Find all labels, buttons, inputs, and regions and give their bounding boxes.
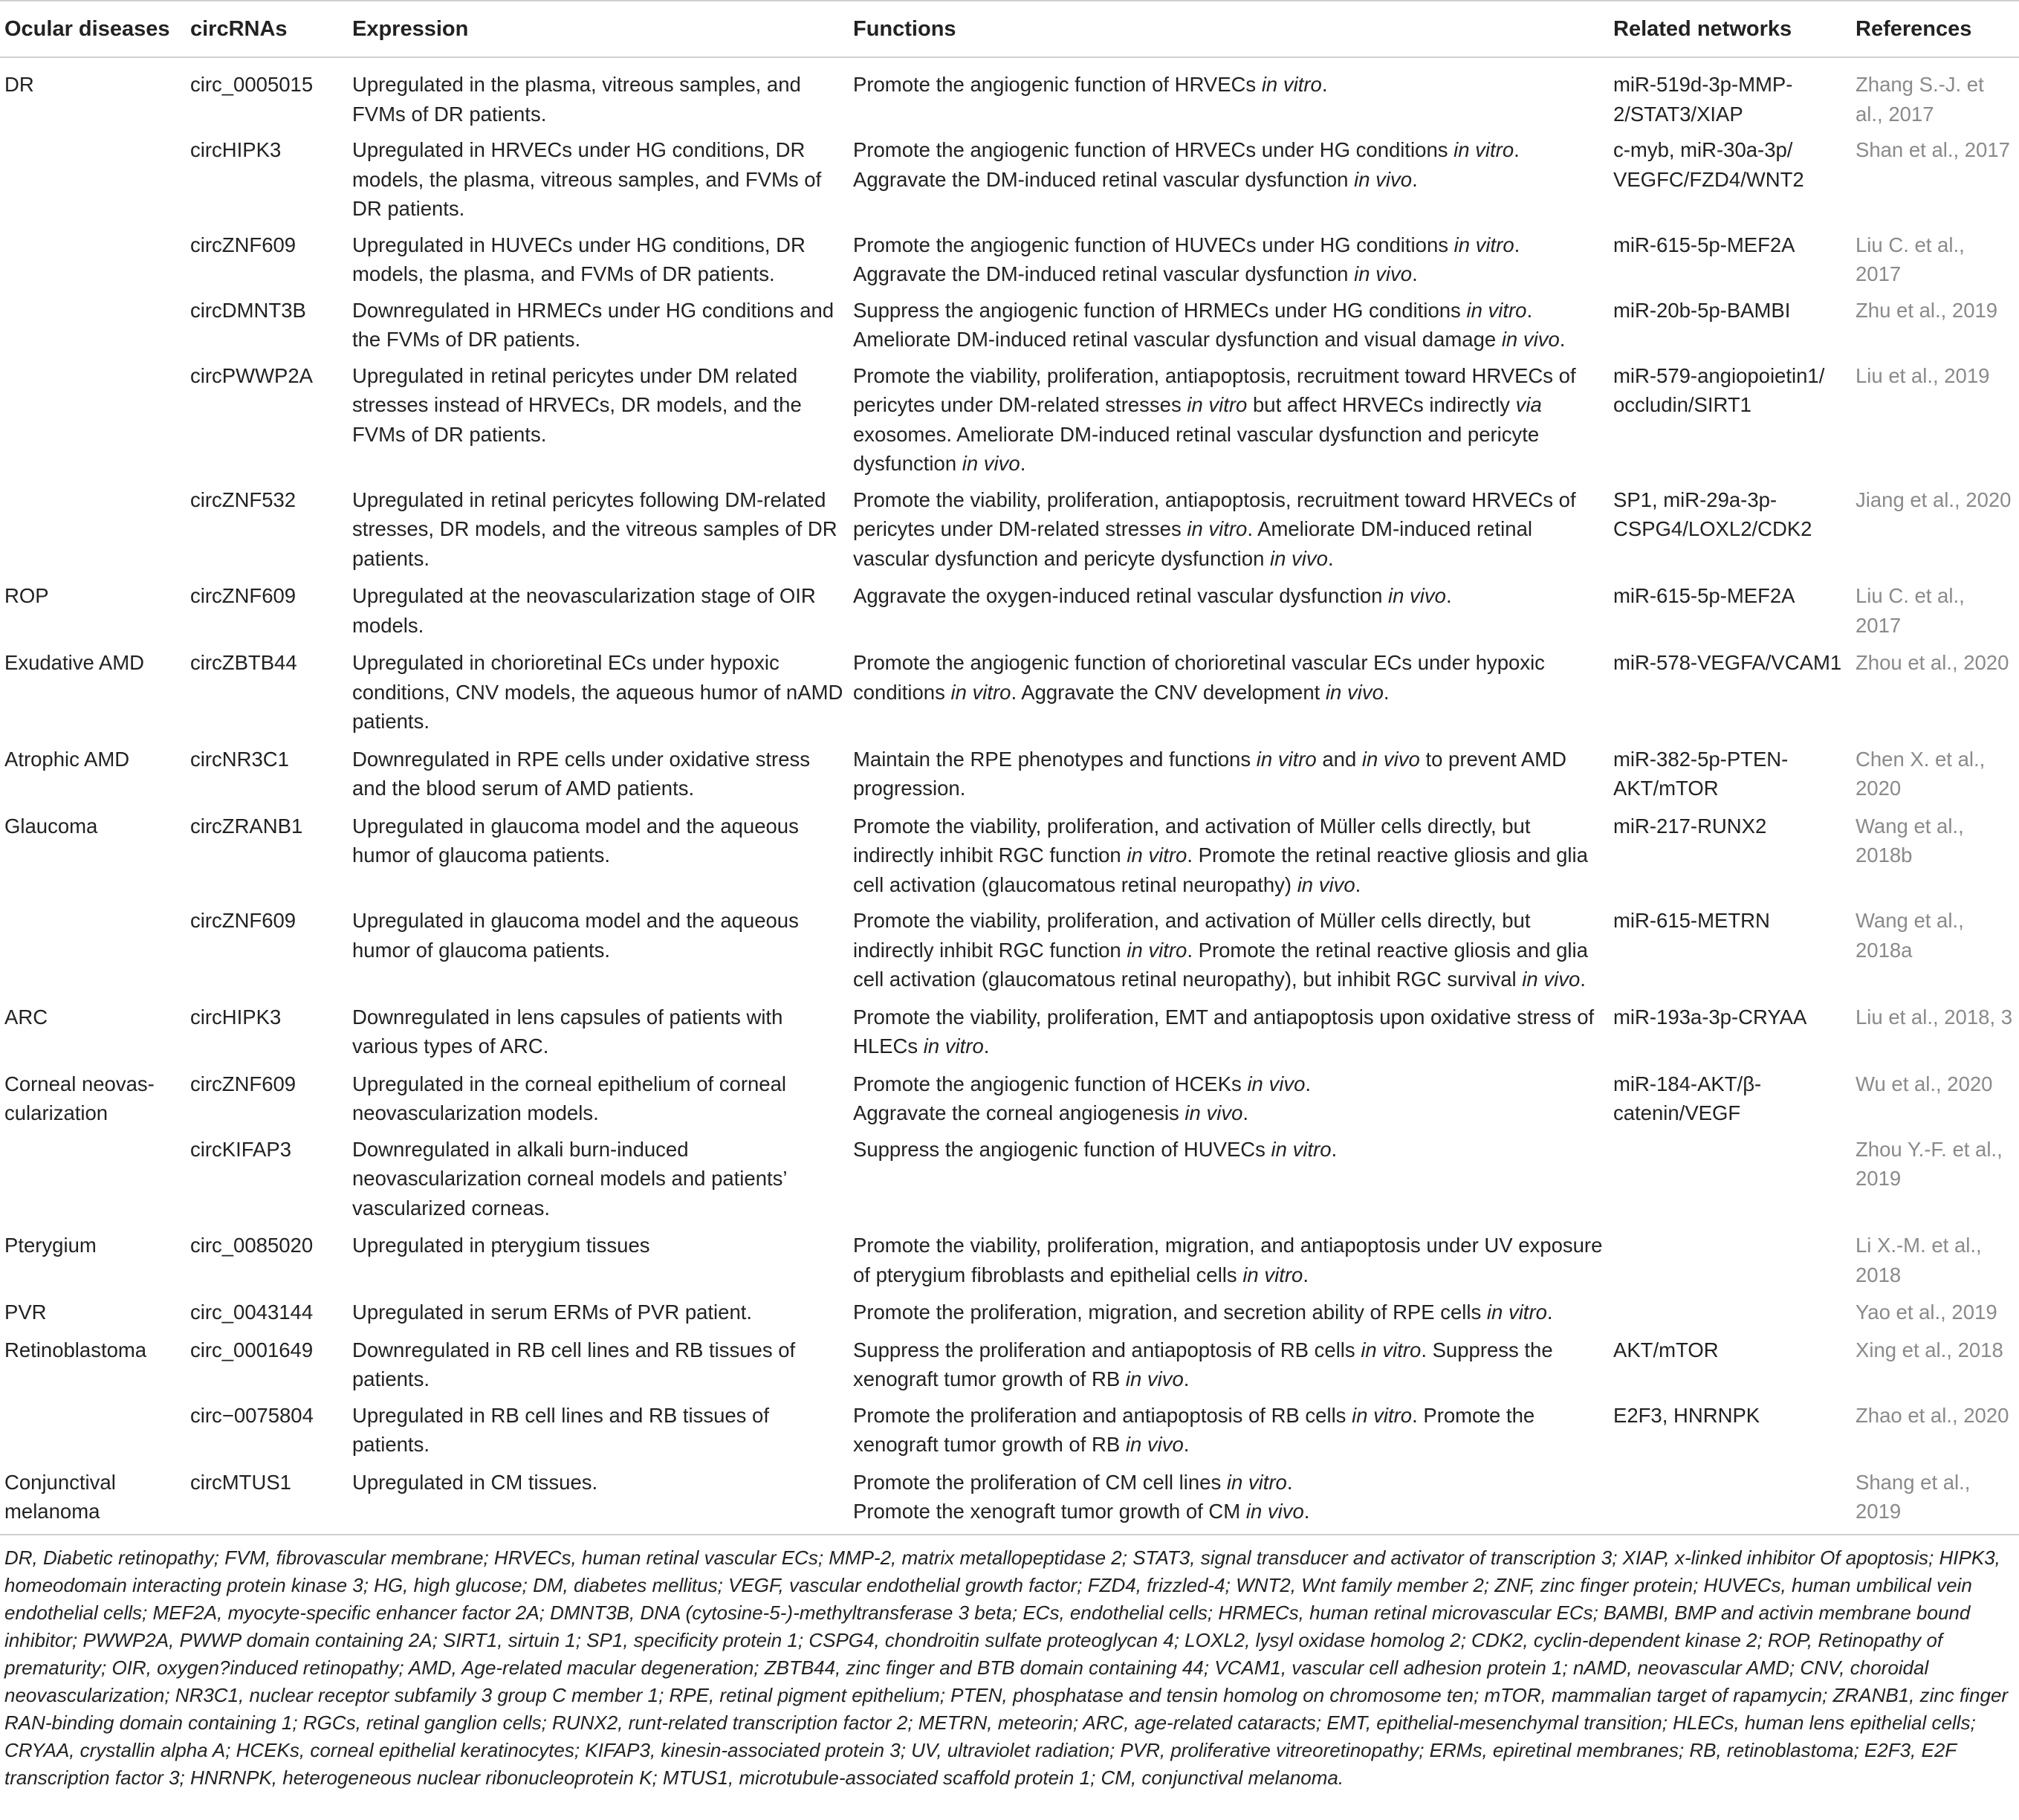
header-circrnas: circRNAs [186, 1, 348, 57]
cell-references: Wang et al., 2018b [1856, 814, 1964, 867]
cell-disease: Pterygium [4, 1234, 97, 1257]
cell-functions: Promote the viability, proliferation, migration, and antiapoptosis under UV exposure of pterygium fibroblasts and epithelial cells in vitro. [853, 1234, 1603, 1286]
cell-functions: Promote the angiogenic function of chorioretinal vascular ECs under hypoxic conditions in vitro. Aggravate the CNV development in vivo. [853, 651, 1545, 704]
cell-circrna: circ_0001649 [190, 1338, 314, 1361]
cell-disease [0, 1398, 186, 1463]
cell-references: Liu C. et al., 2017 [1856, 233, 1965, 285]
cell-disease [0, 1132, 186, 1227]
cell-circrna: circ−0075804 [190, 1403, 314, 1427]
cell-disease: Atrophic AMD [4, 747, 130, 771]
cell-references: Shan et al., 2017 [1856, 138, 2010, 161]
table-footnote: DR, Diabetic retinopathy; FVM, fibrovascular membrane; HRVECs, human retinal vascular ECs; MMP-2, matrix metallopeptidase 2; STAT3, signal transducer and activator of transcription 3; XIAP, x-linked inhibitor Of apoptosis; HIPK3, homeodomain interacting protein kinase 3; HG, high glucose; DM, diabetes mellitus; VEGF, vascular endothelial growth factor; FZD4, frizzled-4; WNT2, Wnt family member 2; ZNF, zinc finger protein; HUVECs, human umbilical vein endothelial cells; MEF2A, myocyte-specific enhancer factor 2A; DMNT3B, DNA (cytosine-5-)-methyltransferase 3 beta; ECs, endothelial cells; HRMECs, human retinal microvascular ECs; BAMBI, BMP and activin membrane bound inhibitor; PWWP2A, PWWP domain containing 2A; SIRT1, sirtuin 1; SP1, specificity protein 1; CSPG4, chondroitin sulfate proteoglycan 4; LOXL2, lysyl oxidase homolog 2; CDK2, cyclin-dependent kinase 2; ROP, Retinopathy of prematurity; OIR, oxygen?induced retinopathy; AMD, Age-related macular degeneration; ZBTB44, zinc finger and BTB domain containing 44; VCAM1, vascular cell adhesion protein 1; nAMD, neovascular AMD; CNV, choroidal neovascularization; NR3C1, nuclear receptor subfamily 3 group C member 1; RPE, retinal pigment epithelium; PTEN, phosphatase and tensin homolog on chromosome ten; mTOR, mammalian target of rapamycin; ZRANB1, zinc finger RAN-binding domain containing 1; RGCs, retinal ganglion cells; RUNX2, runt-related transcription factor 2; METRN, meteorin; ARC, age-related cataracts; EMT, epithelial-mesenchymal transition; HLECs, human lens epithelial cells; CRYAA, crystallin alpha A; HCEKs, corneal epithelial keratinocytes; KIFAP3, kinesin-associated protein 3; UV, ultraviolet radiation; PVR, proliferative vitreoretinopathy; ERMs, epiretinal membranes; RB, retinoblastoma; E2F3, E2F transcription factor 3; HNRNPK, heterogeneous nuclear ribonucleoprotein K; MTUS1, microtubule-associated scaffold protein 1; CM, conjunctival melanoma. [4, 1546, 2009, 1789]
cell-networks: miR-382-5p-PTEN-AKT/mTOR [1613, 747, 1789, 800]
cell-expression: Downregulated in lens capsules of patients with various types of ARC. [352, 1005, 783, 1058]
cell-networks [1609, 1463, 1851, 1535]
cell-circrna: circHIPK3 [190, 1005, 282, 1029]
cell-references: Zhou Y.-F. et al., 2019 [1856, 1137, 2003, 1190]
cell-expression: Upregulated in the plasma, vitreous samples, and FVMs of DR patients. [352, 73, 801, 126]
cell-functions: Promote the proliferation, migration, and secretion ability of RPE cells in vitro. [853, 1301, 1553, 1324]
header-references: References [1851, 1, 2019, 57]
cell-references: Jiang et al., 2020 [1856, 488, 2012, 511]
cell-functions: Suppress the proliferation and antiapoptosis of RB cells in vitro. Suppress the xenograft tumor growth of RB in vivo. [853, 1338, 1553, 1390]
cell-networks: miR-217-RUNX2 [1613, 814, 1767, 838]
cell-references: Zhou et al., 2020 [1856, 651, 2009, 674]
table-row [0, 1331, 2019, 1398]
cell-references: Wang et al., 2018a [1856, 909, 1964, 962]
cell-disease: Conjunctival melanoma [0, 1463, 186, 1535]
cell-circrna: circZNF532 [190, 488, 296, 511]
cell-networks [1609, 1132, 1851, 1227]
cell-networks: miR-578-VEGFA/VCAM1 [1613, 651, 1842, 674]
cell-disease [0, 903, 186, 998]
table-row [0, 227, 2019, 293]
cell-circrna: circZRANB1 [190, 814, 303, 838]
cell-functions: Promote the angiogenic function of HRVECs under HG conditions in vitro. Aggravate the DM-induced retinal vascular dysfunction in vivo. [853, 138, 1520, 191]
cell-expression: Upregulated in chorioretinal ECs under hypoxic conditions, CNV models, the aqueous humor of nAMD patients. [352, 651, 843, 733]
cell-circrna: circNR3C1 [190, 747, 289, 771]
cell-functions: Maintain the RPE phenotypes and functions in vitro and in vivo to prevent AMD progression. [853, 747, 1567, 800]
cell-expression: Upregulated in CM tissues. [348, 1463, 849, 1535]
cell-functions: Promote the viability, proliferation, antiapoptosis, recruitment toward HRVECs of pericytes under DM-related stresses in vitro. Ameliorate DM-induced retinal vascular dysfunction and pericyte dysfunction in vivo. [853, 488, 1576, 570]
cell-circrna: circMTUS1 [186, 1463, 348, 1535]
cell-expression: Upregulated in HRVECs under HG conditions, DR models, the plasma, vitreous samples, and FVMs of DR patients. [352, 138, 822, 220]
cell-functions: Suppress the angiogenic function of HRMECs under HG conditions in vitro. Ameliorate DM-induced retinal vascular dysfunction and visual damage in vivo. [853, 298, 1566, 351]
cell-networks: E2F3, HNRNPK [1613, 1403, 1760, 1427]
cell-disease: Glaucoma [4, 814, 98, 838]
cell-disease: DR [4, 73, 34, 96]
cell-networks: miR-193a-3p-CRYAA [1613, 1005, 1807, 1029]
cell-networks [1609, 1293, 1851, 1331]
cell-expression: Upregulated in the corneal epithelium of corneal neovascularization models. [352, 1072, 786, 1124]
cell-references: Zhu et al., 2019 [1856, 298, 1998, 322]
table-row [0, 903, 2019, 998]
table-row [0, 998, 2019, 1065]
cell-networks: SP1, miR-29a-3p-CSPG4/LOXL2/CDK2 [1613, 488, 1812, 540]
table-row [0, 482, 2019, 577]
table-body [0, 57, 2019, 1535]
table-row [0, 1293, 2019, 1331]
cell-expression: Upregulated in glaucoma model and the aqueous humor of glaucoma patients. [352, 814, 799, 867]
cell-networks: miR-184-AKT/β-catenin/VEGF [1613, 1072, 1762, 1124]
cell-functions: Promote the viability, proliferation, EMT and antiapoptosis upon oxidative stress of HLECs in vitro. [853, 1005, 1595, 1058]
cell-disease: PVR [4, 1301, 47, 1324]
cell-circrna: circ_0005015 [190, 73, 314, 96]
cell-expression: Upregulated in retinal pericytes under DM related stresses instead of HRVECs, DR models, and the FVMs of DR patients. [352, 363, 802, 446]
table-row [0, 358, 2019, 482]
header-row [0, 1, 2019, 57]
header-related-networks: Related networks [1609, 1, 1851, 57]
cell-functions: Promote the angiogenic function of HCEKs in vivo. Aggravate the corneal angiogenesis in vivo. [853, 1072, 1312, 1124]
table-header [0, 1, 2019, 57]
cell-disease [0, 482, 186, 577]
cell-circrna: circ_0043144 [190, 1301, 314, 1324]
cell-references: Chen X. et al., 2020 [1856, 747, 1986, 800]
cell-references: Li X.-M. et al., 2018 [1856, 1234, 1982, 1286]
cell-references: Liu et al., 2018, 3 [1856, 1005, 2012, 1029]
cell-expression: Upregulated in retinal pericytes following DM-related stresses, DR models, and the vitreous samples of DR patients. [352, 488, 837, 570]
table-row [0, 740, 2019, 807]
cell-disease: ROP [4, 584, 49, 607]
cell-circrna: circZNF609 [190, 909, 296, 932]
cell-references: Zhao et al., 2020 [1856, 1403, 2009, 1427]
cell-expression: Upregulated at the neovascularization stage of OIR models. [352, 584, 816, 637]
cell-functions: Suppress the angiogenic function of HUVECs in vitro. [853, 1137, 1338, 1161]
cell-disease: ARC [4, 1005, 48, 1029]
cell-references: Shang et al., 2019 [1851, 1463, 2019, 1535]
cell-networks: miR-615-5p-MEF2A [1613, 233, 1795, 256]
cell-references: Yao et al., 2019 [1856, 1301, 1997, 1324]
cell-networks: miR-519d-3p-MMP-2/STAT3/XIAP [1613, 73, 1793, 126]
cell-circrna: circZNF609 [190, 233, 296, 256]
cell-networks: c-myb, miR-30a-3p/ VEGFC/FZD4/WNT2 [1613, 138, 1804, 191]
header-ocular-diseases: Ocular diseases [0, 1, 186, 57]
cell-functions: Promote the angiogenic function of HRVECs in vitro. [853, 73, 1328, 96]
cell-disease [0, 293, 186, 358]
cell-functions: Promote the viability, proliferation, antiapoptosis, recruitment toward HRVECs of pericytes under DM-related stresses in vitro but affect HRVECs indirectly via exosomes. Ameliorate DM-induced retinal vascular dysfunction and pericyte dysfunction in vivo. [853, 363, 1576, 475]
cell-expression: Upregulated in RB cell lines and RB tissues of patients. [352, 1403, 769, 1456]
table-row [0, 1398, 2019, 1463]
table-row [0, 293, 2019, 358]
table-row [0, 577, 2019, 644]
cell-references: Wu et al., 2020 [1856, 1072, 1993, 1095]
cell-circrna: circHIPK3 [190, 138, 282, 161]
table-row [0, 807, 2019, 904]
cell-functions: Promote the angiogenic function of HUVECs under HG conditions in vitro. Aggravate the DM-induced retinal vascular dysfunction in vivo. [853, 233, 1520, 285]
cell-disease: Corneal neovas-cularization [4, 1072, 155, 1124]
cell-disease: Retinoblastoma [4, 1338, 147, 1361]
cell-circrna: circ_0085020 [190, 1234, 314, 1257]
cell-disease [0, 227, 186, 293]
cell-networks [1609, 1226, 1851, 1293]
cell-circrna: circZNF609 [190, 584, 296, 607]
table-row [0, 1226, 2019, 1293]
cell-disease: Exudative AMD [4, 651, 145, 674]
cell-circrna: circZBTB44 [190, 651, 297, 674]
cell-functions: Promote the viability, proliferation, and activation of Müller cells directly, but indirectly inhibit RGC function in vitro. Promote the retinal reactive gliosis and glia cell activation (glaucomatous retinal neuropathy) in vivo. [853, 814, 1588, 896]
cell-networks: miR-615-5p-MEF2A [1613, 584, 1795, 607]
cell-functions: Promote the proliferation and antiapoptosis of RB cells in vitro. Promote the xenograft tumor growth of RB in vivo. [853, 1403, 1535, 1456]
cell-references: Liu C. et al., 2017 [1856, 584, 1965, 637]
cell-references: Liu et al., 2019 [1856, 363, 1990, 387]
cell-expression: Downregulated in RPE cells under oxidative stress and the blood serum of AMD patients. [352, 747, 810, 800]
table-row [0, 1463, 2019, 1535]
cell-networks: miR-579-angiopoietin1/ occludin/SIRT1 [1613, 363, 1825, 416]
cell-circrna: circKIFAP3 [190, 1137, 292, 1161]
cell-references: Xing et al., 2018 [1856, 1338, 2003, 1361]
header-functions: Functions [849, 1, 1609, 57]
cell-expression: Downregulated in RB cell lines and RB tissues of patients. [352, 1338, 796, 1390]
table-row [0, 132, 2019, 227]
cell-references: Zhang S.-J. et al., 2017 [1856, 73, 1984, 126]
cell-expression: Upregulated in glaucoma model and the aqueous humor of glaucoma patients. [352, 909, 799, 962]
cell-expression: Upregulated in pterygium tissues [352, 1234, 650, 1257]
table-row [0, 644, 2019, 740]
cell-circrna: circDMNT3B [190, 298, 306, 322]
cell-networks: miR-20b-5p-BAMBI [1613, 298, 1791, 322]
cell-expression: Upregulated in serum ERMs of PVR patient. [352, 1301, 753, 1324]
cell-networks: miR-615-METRN [1613, 909, 1770, 932]
table-row [0, 1132, 2019, 1227]
cell-circrna: circPWWP2A [190, 363, 313, 387]
cell-expression: Downregulated in HRMECs under HG conditions and the FVMs of DR patients. [352, 298, 835, 351]
cell-functions: Aggravate the oxygen-induced retinal vascular dysfunction in vivo. [853, 584, 1452, 607]
cell-networks: AKT/mTOR [1613, 1338, 1719, 1361]
cell-circrna: circZNF609 [190, 1072, 296, 1095]
cell-functions: Promote the viability, proliferation, and activation of Müller cells directly, but indirectly inhibit RGC function in vitro. Promote the retinal reactive gliosis and glia cell activation (glaucomatous retinal neuropathy), but inhibit RGC survival in vivo. [853, 909, 1588, 991]
cell-disease [0, 132, 186, 227]
cell-expression: Upregulated in HUVECs under HG conditions, DR models, the plasma, and FVMs of DR patients. [352, 233, 806, 285]
header-expression: Expression [348, 1, 849, 57]
table-row [0, 1065, 2019, 1132]
cell-functions: Promote the proliferation of CM cell lines in vitro. Promote the xenograft tumor growth of CM in vivo. [849, 1463, 1609, 1535]
cell-expression: Downregulated in alkali burn-induced neovascularization corneal models and patients’ vascularized corneas. [352, 1137, 787, 1220]
cell-disease [0, 358, 186, 482]
table-row [0, 57, 2019, 132]
